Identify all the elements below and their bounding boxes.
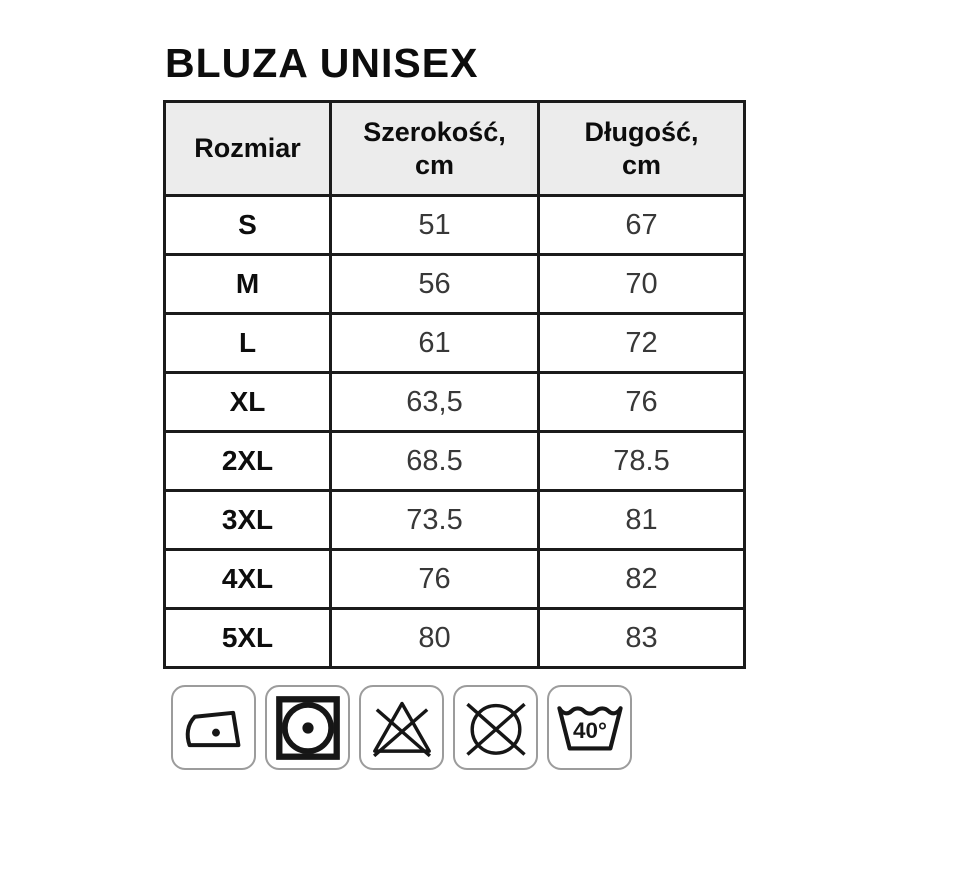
- column-header-size-label: Rozmiar: [194, 133, 301, 164]
- table-row: [165, 255, 745, 314]
- length-cell: 76: [539, 373, 745, 432]
- column-header-width: [331, 102, 539, 196]
- size-cell: 3XL: [165, 491, 331, 550]
- iron-one-dot-glyph: [181, 695, 247, 761]
- column-header-width-unit: cm: [414, 149, 455, 180]
- table-row: [165, 373, 745, 432]
- width-cell: 56: [331, 255, 539, 314]
- length-cell: 70: [539, 255, 745, 314]
- length-cell: 72: [539, 314, 745, 373]
- size-cell: M: [165, 255, 331, 314]
- table-row: [165, 491, 745, 550]
- care-symbols-row: [171, 685, 746, 770]
- size-table: [163, 100, 746, 669]
- column-header-length-unit: cm: [621, 149, 662, 180]
- tumble-dry-one-dot-glyph: [273, 693, 343, 763]
- do-not-dry-clean-icon: [453, 685, 538, 770]
- width-cell: 68.5: [331, 432, 539, 491]
- size-cell: S: [165, 196, 331, 255]
- size-cell: XL: [165, 373, 331, 432]
- size-cell: 5XL: [165, 609, 331, 668]
- column-header-length-label: Długość,: [584, 116, 699, 147]
- width-cell: 61: [331, 314, 539, 373]
- do-not-dry-clean-glyph: [462, 694, 530, 762]
- size-cell: 2XL: [165, 432, 331, 491]
- width-cell: 51: [331, 196, 539, 255]
- table-row: [165, 609, 745, 668]
- length-cell: 82: [539, 550, 745, 609]
- width-cell: 76: [331, 550, 539, 609]
- table-row: [165, 432, 745, 491]
- width-cell: 63,5: [331, 373, 539, 432]
- size-cell: L: [165, 314, 331, 373]
- length-cell: 78.5: [539, 432, 745, 491]
- tumble-dry-one-dot-icon: [265, 685, 350, 770]
- table-row: [165, 314, 745, 373]
- wash-40-glyph: [556, 694, 624, 762]
- column-header-length: [539, 102, 745, 196]
- length-cell: 83: [539, 609, 745, 668]
- width-cell: 80: [331, 609, 539, 668]
- iron-one-dot-icon: [171, 685, 256, 770]
- wash-temp-label: 40°: [572, 717, 607, 743]
- do-not-bleach-glyph: [368, 694, 436, 762]
- do-not-bleach-icon: [359, 685, 444, 770]
- wash-40-icon: [547, 685, 632, 770]
- size-cell: 4XL: [165, 550, 331, 609]
- length-cell: 81: [539, 491, 745, 550]
- table-row: [165, 196, 745, 255]
- length-cell: 67: [539, 196, 745, 255]
- page-title: BLUZA UNISEX: [165, 40, 479, 86]
- column-header-size: [165, 102, 331, 196]
- width-cell: 73.5: [331, 491, 539, 550]
- column-header-width-label: Szerokość,: [363, 116, 506, 147]
- table-header-row: [165, 102, 745, 196]
- table-row: [165, 550, 745, 609]
- size-chart-page: [163, 40, 746, 770]
